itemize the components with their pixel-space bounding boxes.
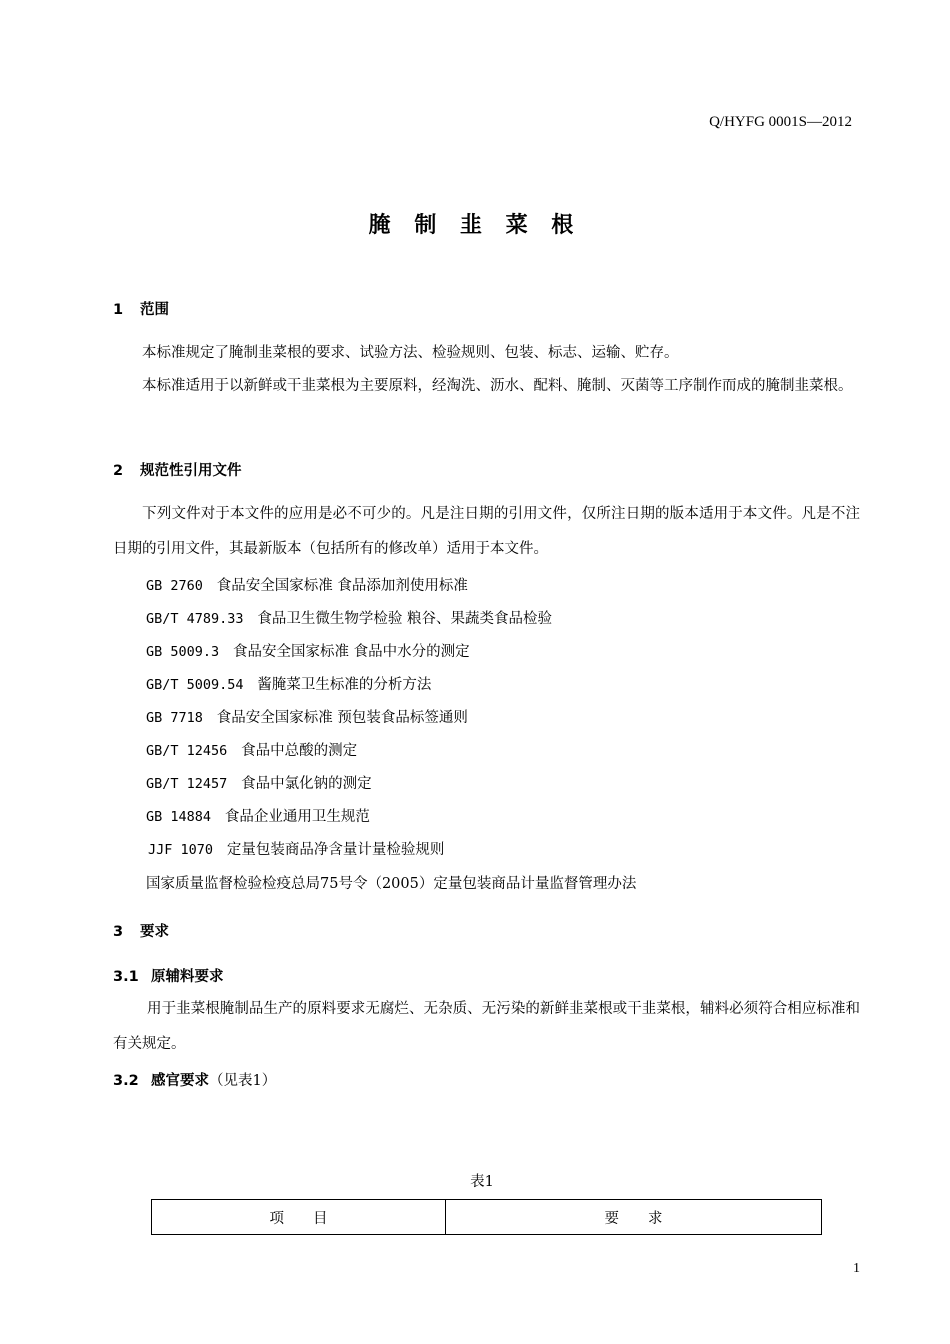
reference-item: GB 14884 食品企业通用卫生规范 (146, 809, 370, 825)
section-title: 原辅料要求 (151, 969, 224, 985)
subsection-3-1-heading (113, 965, 224, 986)
section-title: 要求 (140, 924, 169, 940)
reference-item: GB 2760 食品安全国家标准 食品添加剂使用标准 (146, 578, 468, 594)
reference-item: GB/T 5009.54 酱腌菜卫生标准的分析方法 (146, 677, 432, 693)
section-1-heading (113, 298, 169, 319)
section-title: 规范性引用文件 (140, 463, 242, 479)
table-reference-note: （见表1） (209, 1073, 277, 1089)
section-number: 2 (113, 463, 124, 479)
reference-item: GB 5009.3 食品安全国家标准 食品中水分的测定 (146, 644, 470, 660)
references-intro-paragraph: 下列文件对于本文件的应用是必不可少的。凡是注日期的引用文件，仅所注日期的版本适用于本文件。凡是不注日期的引用文件，其最新版本（包括所有的修改单）适用于本文件。 (113, 506, 860, 557)
table-header-row (152, 1200, 822, 1235)
reference-item: GB/T 12456 食品中总酸的测定 (146, 743, 358, 759)
reference-item: GB/T 12457 食品中氯化钠的测定 (146, 776, 372, 792)
table-header-cell: 项 目 (152, 1200, 446, 1235)
reference-item-decree: 国家质量监督检验检疫总局75号令（2005）定量包装商品计量监督管理办法 (146, 876, 637, 892)
section-title: 范围 (140, 302, 169, 318)
reference-item: GB 7718 食品安全国家标准 预包装食品标签通则 (146, 710, 468, 726)
document-title: 腌 制 韭 菜 根 (368, 213, 582, 238)
section-number: 3 (113, 924, 124, 940)
reference-item: JJF 1070 定量包装商品净含量计量检验规则 (148, 842, 445, 858)
page-number: 1 (853, 1261, 860, 1276)
section-title: 感官要求 (151, 1073, 209, 1089)
table-caption: 表1 (470, 1174, 494, 1190)
scope-paragraph-1: 本标准规定了腌制韭菜根的要求、试验方法、检验规则、包装、标志、运输、贮存。 (142, 345, 679, 361)
table-header-cell: 要 求 (446, 1200, 822, 1235)
section-3-heading (113, 920, 169, 941)
sensory-requirements-table (151, 1199, 822, 1235)
section-number: 3.2 (113, 1073, 139, 1089)
document-code: Q/HYFG 0001S—2012 (709, 114, 852, 130)
section-number: 3.1 (113, 969, 139, 985)
raw-materials-paragraph: 用于韭菜根腌制品生产的原料要求无腐烂、无杂质、无污染的新鲜韭菜根或干韭菜根，辅料必须符合相应标准和有关规定。 (113, 1001, 860, 1052)
reference-item: GB/T 4789.33 食品卫生微生物学检验 粮谷、果蔬类食品检验 (146, 611, 552, 627)
section-number: 1 (113, 302, 124, 318)
subsection-3-2-heading (113, 1069, 276, 1090)
section-2-heading (113, 459, 242, 480)
scope-paragraph-2: 本标准适用于以新鲜或干韭菜根为主要原料，经淘洗、沥水、配料、腌制、灭菌等工序制作而成的腌制韭菜根。 (142, 378, 853, 394)
